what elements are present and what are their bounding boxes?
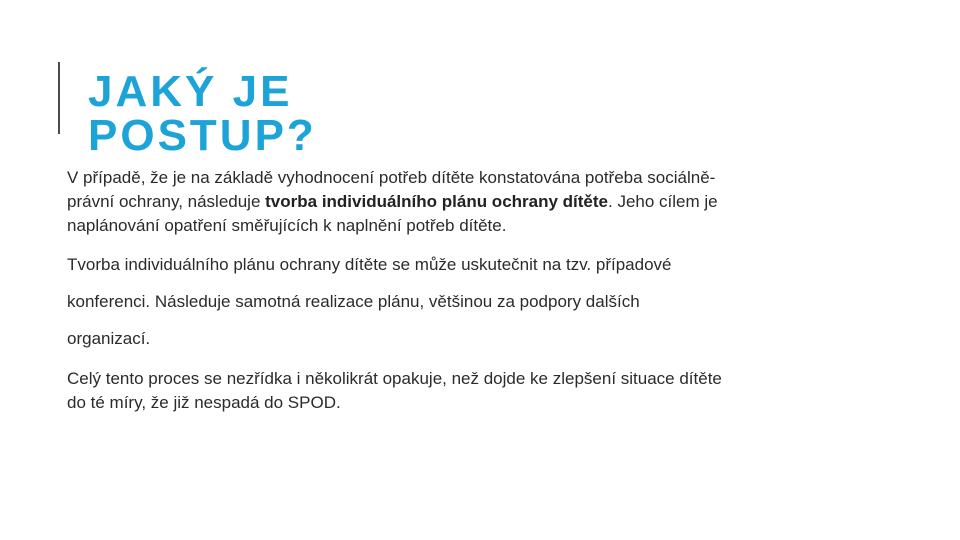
slide-title: JAKÝ JE POSTUP?	[88, 67, 317, 160]
paragraph-case-conference: Tvorba individuálního plánu ochrany dítěte se může uskutečnit na tzv. případové	[67, 255, 672, 274]
paragraph-organizations: organizací.	[67, 329, 151, 348]
paragraph-line: naplánování opatření směřujících k naplnění potřeb dítěte.	[67, 216, 507, 235]
paragraph-line: V případě, že je na základě vyhodnocení potřeb dítěte konstatována potřeba sociálně-	[67, 168, 716, 187]
paragraph-line: Celý tento proces se nezřídka i několikrát opakuje, než dojde ke zlepšení situace dítěte	[67, 369, 722, 388]
paragraph-line: do té míry, že již nespadá do SPOD.	[67, 393, 341, 412]
paragraph-line	[67, 190, 718, 214]
paragraph-repetition	[67, 367, 722, 415]
paragraph-individual-plan	[67, 166, 718, 238]
title-accent-bar	[58, 62, 60, 134]
paragraph-realization: konferenci. Následuje samotná realizace plánu, většinou za podpory dalších	[67, 292, 640, 311]
text-run: . Jeho cílem je	[608, 192, 718, 211]
text-run: právní ochrany, následuje	[67, 192, 266, 211]
bold-phrase: tvorba individuálního plánu ochrany dítěte	[265, 192, 609, 211]
